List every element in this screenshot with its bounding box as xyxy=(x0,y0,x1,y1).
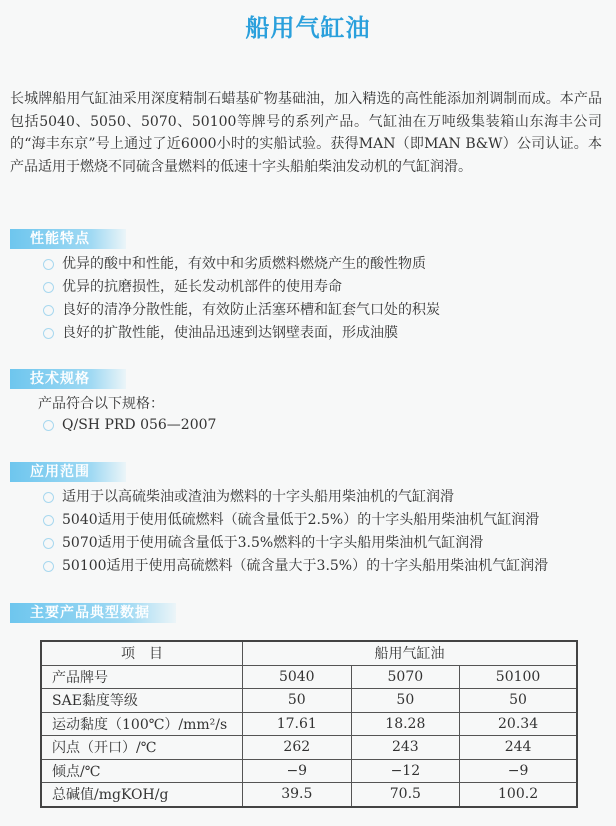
features-list xyxy=(0,253,616,345)
table-header-row xyxy=(41,641,577,665)
bullet-circle-icon xyxy=(43,328,54,339)
table-header-product: 船用气缸油 xyxy=(243,641,578,665)
table-row: 倾点/℃ −9 −12 −9 xyxy=(41,759,577,783)
applications-heading: 应用范围 xyxy=(10,462,126,482)
list-item: 优异的抗磨损性，延长发动机部件的使用寿命 xyxy=(0,276,616,299)
list-item: 5040适用于使用低硫燃料（硫含量低于2.5%）的十字头船用柴油机气缸润滑 xyxy=(0,509,616,532)
table-row: 运动黏度（100℃）/mm²/s 17.61 18.28 20.34 xyxy=(41,712,577,736)
bullet-circle-icon xyxy=(43,282,54,293)
table-row: 总碱值/mgKOH/g 39.5 70.5 100.2 xyxy=(41,783,577,807)
bullet-circle-icon xyxy=(43,561,54,572)
list-item: 良好的扩散性能，使油品迅速到达钢壁表面，形成油膜 xyxy=(0,322,616,345)
bullet-circle-icon xyxy=(43,420,54,431)
intro-paragraph: 长城牌船用气缸油采用深度精制石蜡基矿物基础油，加入精选的高性能添加剂调制而成。本产品包括5040、5050、5070、50100等牌号的系列产品。气缸油在万吨级集装箱山东海丰公司的“海丰东京”号上通过了近6000小时的实船试验。获得MAN（即MAN B&W）公司认证。本产品适用于燃烧不同硫含量燃料的低速十字头船舶柴油发动机的气缸润滑。 xyxy=(10,91,602,175)
specs-lead: 产品符合以下规格： xyxy=(38,396,164,412)
list-item: 良好的清净分散性能，有效防止活塞环槽和缸套气口处的积炭 xyxy=(0,299,616,322)
list-item: 适用于以高硫柴油或渣油为燃料的十字头船用柴油机的气缸润滑 xyxy=(0,486,616,509)
bullet-circle-icon xyxy=(43,259,54,270)
list-item: 5070适用于使用硫含量低于3.5%燃料的十字头船用柴油机气缸润滑 xyxy=(0,532,616,555)
data-table-heading: 主要产品典型数据 xyxy=(10,603,176,623)
product-data-table xyxy=(40,640,578,808)
specs-heading: 技术规格 xyxy=(10,369,126,389)
specs-list xyxy=(0,414,616,437)
bullet-circle-icon xyxy=(43,515,54,526)
table-row: 产品牌号 5040 5070 50100 xyxy=(41,665,577,689)
table-row: SAE黏度等级 50 50 50 xyxy=(41,689,577,713)
list-item: 优异的酸中和性能，有效中和劣质燃料燃烧产生的酸性物质 xyxy=(0,253,616,276)
table-header-item: 项 目 xyxy=(41,641,243,665)
bullet-circle-icon xyxy=(43,538,54,549)
applications-list xyxy=(0,486,616,578)
page-title: 船用气缸油 xyxy=(245,14,371,42)
list-item: Q/SH PRD 056—2007 xyxy=(0,414,616,437)
table-row: 闪点（开口）/℃ 262 243 244 xyxy=(41,736,577,760)
bullet-circle-icon xyxy=(43,492,54,503)
list-item: 50100适用于使用高硫燃料（硫含量大于3.5%）的十字头船用柴油机气缸润滑 xyxy=(0,555,616,578)
features-heading: 性能特点 xyxy=(10,229,126,249)
bullet-circle-icon xyxy=(43,305,54,316)
